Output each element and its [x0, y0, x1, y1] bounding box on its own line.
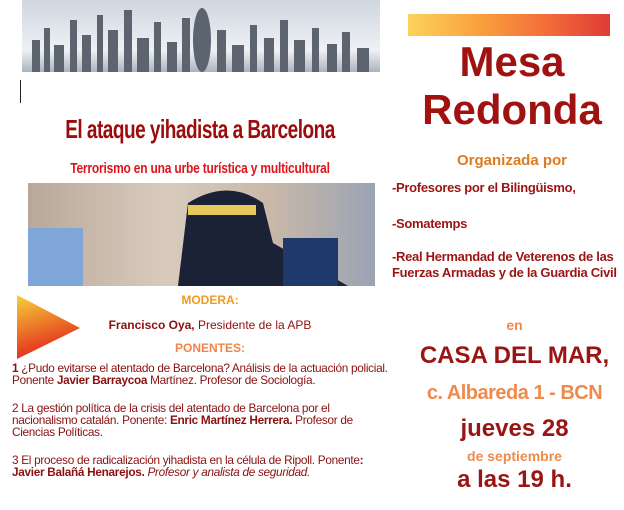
- en-label: en: [506, 317, 523, 333]
- talk-speaker: Enric Martínez Herrera.: [169, 413, 293, 427]
- moderator-label: MODERA:: [181, 293, 239, 307]
- talk-speaker: : Javier Balañá Henarejos.: [12, 453, 364, 479]
- text-cursor: [20, 80, 21, 103]
- organizer-item: -Real Hermandad de Veterenos de las Fuerzas Armadas y de la Guardia Civil: [392, 249, 617, 280]
- decorative-gradient-bar: [408, 14, 610, 36]
- barcelona-skyline-image: [22, 0, 380, 72]
- organized-by-label: Organizada por: [456, 152, 568, 169]
- talk-1: [12, 362, 395, 386]
- venue-address: c. Albareda 1 - BCN: [426, 382, 603, 404]
- talk-text: La gestión política de la crisis del atentado de Barcelona por el nacionalismo catalán. Ponente:: [12, 401, 330, 427]
- moderator-line: [60, 318, 360, 332]
- talk-speaker-role: Martínez. Profesor de Sociología.: [147, 373, 316, 387]
- title-line-2: Redonda: [422, 86, 602, 133]
- photo-figure: [28, 183, 375, 286]
- talk-number: 3: [12, 453, 19, 467]
- talk-speaker-role: Profesor de Ciencias Políticas.: [12, 413, 353, 439]
- event-time: a las 19 h.: [457, 466, 572, 493]
- event-day: jueves 28: [460, 415, 569, 442]
- venue-name: CASA DEL MAR,: [419, 342, 610, 369]
- talk-number: 2: [12, 401, 19, 415]
- masked-man-photo: [28, 183, 375, 286]
- talk-number: 1: [12, 361, 19, 375]
- event-month: de septiembre: [467, 448, 562, 464]
- organizer-item: -Profesores por el Bilingüismo,: [392, 180, 576, 195]
- title-line-1: Mesa: [459, 38, 565, 85]
- mesa-redonda-title: [400, 38, 624, 134]
- talk-speaker: Javier Barraycoa: [56, 373, 148, 387]
- talk-text: El proceso de radicalización yihadista en la célula de Ripoll. Ponente: [18, 453, 360, 467]
- talk-3: [12, 454, 395, 478]
- event-title: El ataque yihadista a Barcelona: [65, 116, 335, 145]
- talk-2: [12, 402, 395, 438]
- event-subtitle: Terrorismo en una urbe turística y multicultural: [70, 159, 330, 177]
- organizer-item: -Somatemps: [392, 216, 468, 231]
- talk-speaker-role: Profesor y analista de seguridad.: [144, 465, 311, 479]
- moderator-role: Presidente de la APB: [194, 318, 312, 332]
- talk-text: ¿Pudo evitarse el atentado de Barcelona? Análisis de la actuación policial. Ponente: [12, 361, 388, 387]
- skyline-buildings: [22, 0, 380, 72]
- moderator-name: Francisco Oya,: [108, 318, 195, 332]
- speakers-label: PONENTES:: [174, 341, 245, 355]
